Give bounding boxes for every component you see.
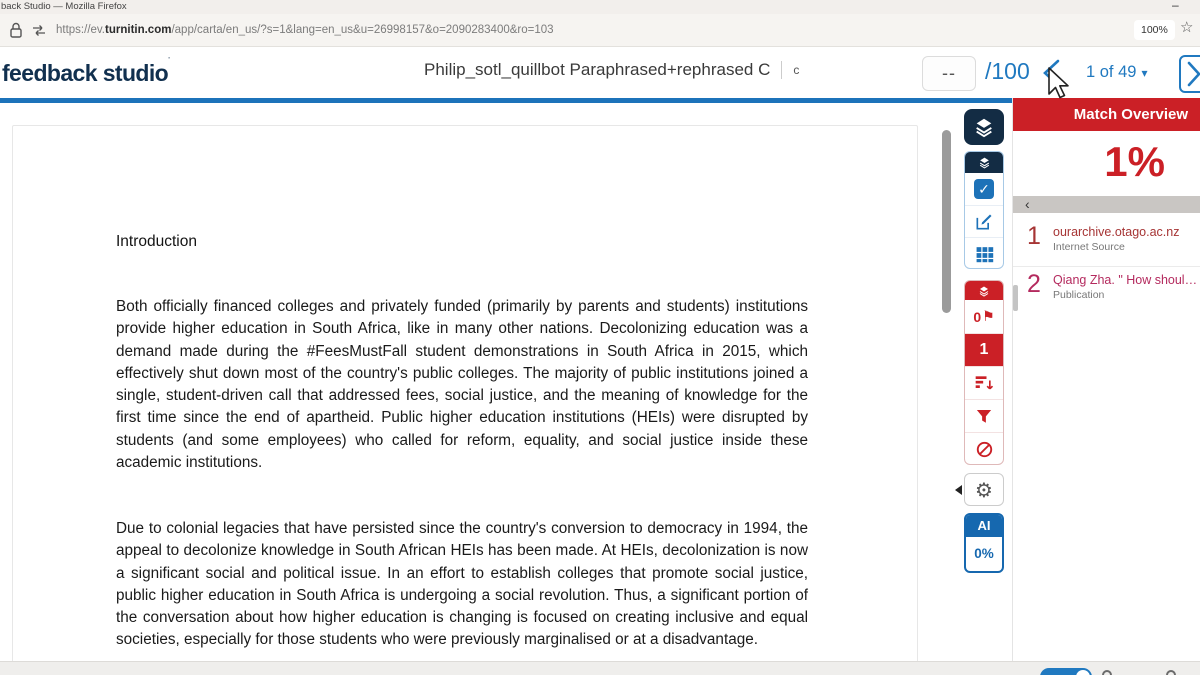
collapse-chevron-icon: ‹ xyxy=(1025,196,1030,212)
url-path: /app/carta/en_us/?s=1&lang=en_us&u=26998157&o=2090283400&ro=103 xyxy=(171,24,554,36)
document-heading: Introduction xyxy=(116,233,197,250)
text-only-toggle[interactable] xyxy=(1040,668,1092,675)
similarity-tool-group xyxy=(964,280,1004,465)
match-overview-panel xyxy=(1012,98,1200,675)
feedback-studio-logo: feedback studio’ xyxy=(2,56,170,86)
window-title: back Studio — Mozilla Firefox xyxy=(1,1,127,12)
match-overview-title: Match Overview xyxy=(1013,98,1200,131)
grademark-group-header[interactable] xyxy=(965,152,1003,173)
source-divider xyxy=(1013,266,1200,267)
source-type: Publication xyxy=(1053,289,1105,301)
edit-icon xyxy=(974,212,994,232)
caret-down-icon: ▾ xyxy=(1141,66,1148,80)
layers-panel-button[interactable] xyxy=(964,109,1004,145)
collapse-arrow-icon[interactable] xyxy=(955,485,962,495)
source-item[interactable] xyxy=(1013,220,1200,266)
quickmarks-button[interactable] xyxy=(965,173,1003,205)
flags-button[interactable] xyxy=(965,300,1003,333)
title-divider xyxy=(781,61,782,79)
exclude-icon xyxy=(975,440,994,459)
filters-button[interactable] xyxy=(965,399,1003,432)
source-type: Internet Source xyxy=(1053,241,1125,253)
url-domain: turnitin.com xyxy=(105,24,172,36)
similarity-group-header[interactable] xyxy=(965,281,1003,300)
url-text[interactable] xyxy=(56,14,554,47)
filter-funnel-icon xyxy=(975,407,993,425)
source-index: 2 xyxy=(1027,270,1041,298)
source-index: 1 xyxy=(1027,222,1041,250)
ai-label: AI xyxy=(966,515,1002,537)
bottom-bar xyxy=(0,661,1200,675)
source-title[interactable]: Qiang Zha. " How shoul… xyxy=(1053,273,1197,287)
bookmark-star-icon[interactable]: ☆ xyxy=(1180,19,1194,36)
grid-icon xyxy=(975,244,994,263)
rubric-button[interactable] xyxy=(965,237,1003,269)
help-icon[interactable] xyxy=(1102,670,1112,675)
settings-button[interactable] xyxy=(964,473,1004,506)
permissions-icon[interactable] xyxy=(31,24,47,37)
document-title: Philip_sotl_quillbot Paraphrased+rephrased C xyxy=(424,60,771,79)
ai-score: 0% xyxy=(974,546,994,561)
document-page[interactable] xyxy=(12,125,918,665)
flag-icon: ⚑ xyxy=(982,308,995,325)
minimize-button[interactable]: – xyxy=(1172,0,1179,12)
panel-scrollbar[interactable] xyxy=(1013,285,1018,311)
layers-icon xyxy=(973,116,995,138)
document-scrollbar[interactable] xyxy=(942,130,951,313)
document-title-suffix: c xyxy=(793,63,800,77)
sources-graph-icon xyxy=(974,373,994,393)
browser-zoom-badge[interactable]: 100% xyxy=(1134,20,1175,40)
document-paragraph: Due to colonial legacies that have persisted since the country's conversion to democracy in 1994, the appeal to decolonize knowledge in South African HEIs has been made. At HEIs, decolonization is now a significant social and political issue. In an effort to establish colleges that promote social justice, public higher education in South Africa is undergoing a social revolution. Thus, a significant portion of the conversation about how higher education is changing is focused on creating inclusive and equal societies, especially for those students who were previously marginalised or at a disadvantage. xyxy=(116,520,808,649)
layers-icon xyxy=(978,156,991,169)
match-overview-button[interactable]: 1 xyxy=(965,333,1003,366)
next-page-button[interactable] xyxy=(1179,55,1200,93)
info-icon[interactable] xyxy=(1166,670,1176,675)
browser-url-bar[interactable] xyxy=(0,14,1200,47)
panel-collapse-bar[interactable] xyxy=(1013,196,1200,213)
grade-input[interactable]: -- xyxy=(922,56,976,91)
comment-button[interactable] xyxy=(965,205,1003,237)
ai-writing-group[interactable] xyxy=(964,513,1004,573)
toggle-knob xyxy=(1076,670,1090,675)
window-titlebar xyxy=(0,0,1200,14)
grademark-tool-group xyxy=(964,151,1004,269)
app-header xyxy=(0,47,1200,98)
lock-icon xyxy=(9,22,23,39)
layers-icon xyxy=(978,285,990,297)
trademark-mark: ’ xyxy=(168,56,170,65)
header-accent-bar xyxy=(0,98,1012,103)
document-title-group xyxy=(424,60,799,80)
source-item[interactable] xyxy=(1013,268,1200,314)
grade-total: /100 xyxy=(985,58,1030,84)
similarity-score: 1% xyxy=(1104,138,1165,185)
flags-count: 0 xyxy=(973,308,982,325)
source-title[interactable]: ourarchive.otago.ac.nz xyxy=(1053,225,1180,239)
page-indicator-dropdown[interactable]: 1 of 49 ▾ xyxy=(1086,63,1148,81)
url-prefix: https://ev. xyxy=(56,24,106,36)
checkmark-icon: ✓ xyxy=(974,179,994,199)
chevron-right-icon xyxy=(1186,61,1200,87)
document-paragraph: Both officially financed colleges and privately funded (primarily by parents and students) institutions provide higher education in South Africa, like in many other nations. Decolonizing education was a demand made during the #FeesMustFall student demonstrations in South Africa in 2015, which effectively shut down most of the country's public colleges. The majority of public institutions joined a single, student-driven call that addressed fees, social justice, and the meaning of knowledge for the first time since the end of apartheid. Public higher education institutions (HEIs) were disrupted by students (and some employees) who called for reform, equality, and social justice inside these academic institutions. xyxy=(116,298,808,472)
all-sources-button[interactable] xyxy=(965,366,1003,399)
mouse-cursor xyxy=(1046,66,1074,102)
gear-icon: ⚙ xyxy=(975,477,993,502)
excluded-sources-button[interactable] xyxy=(965,432,1003,465)
